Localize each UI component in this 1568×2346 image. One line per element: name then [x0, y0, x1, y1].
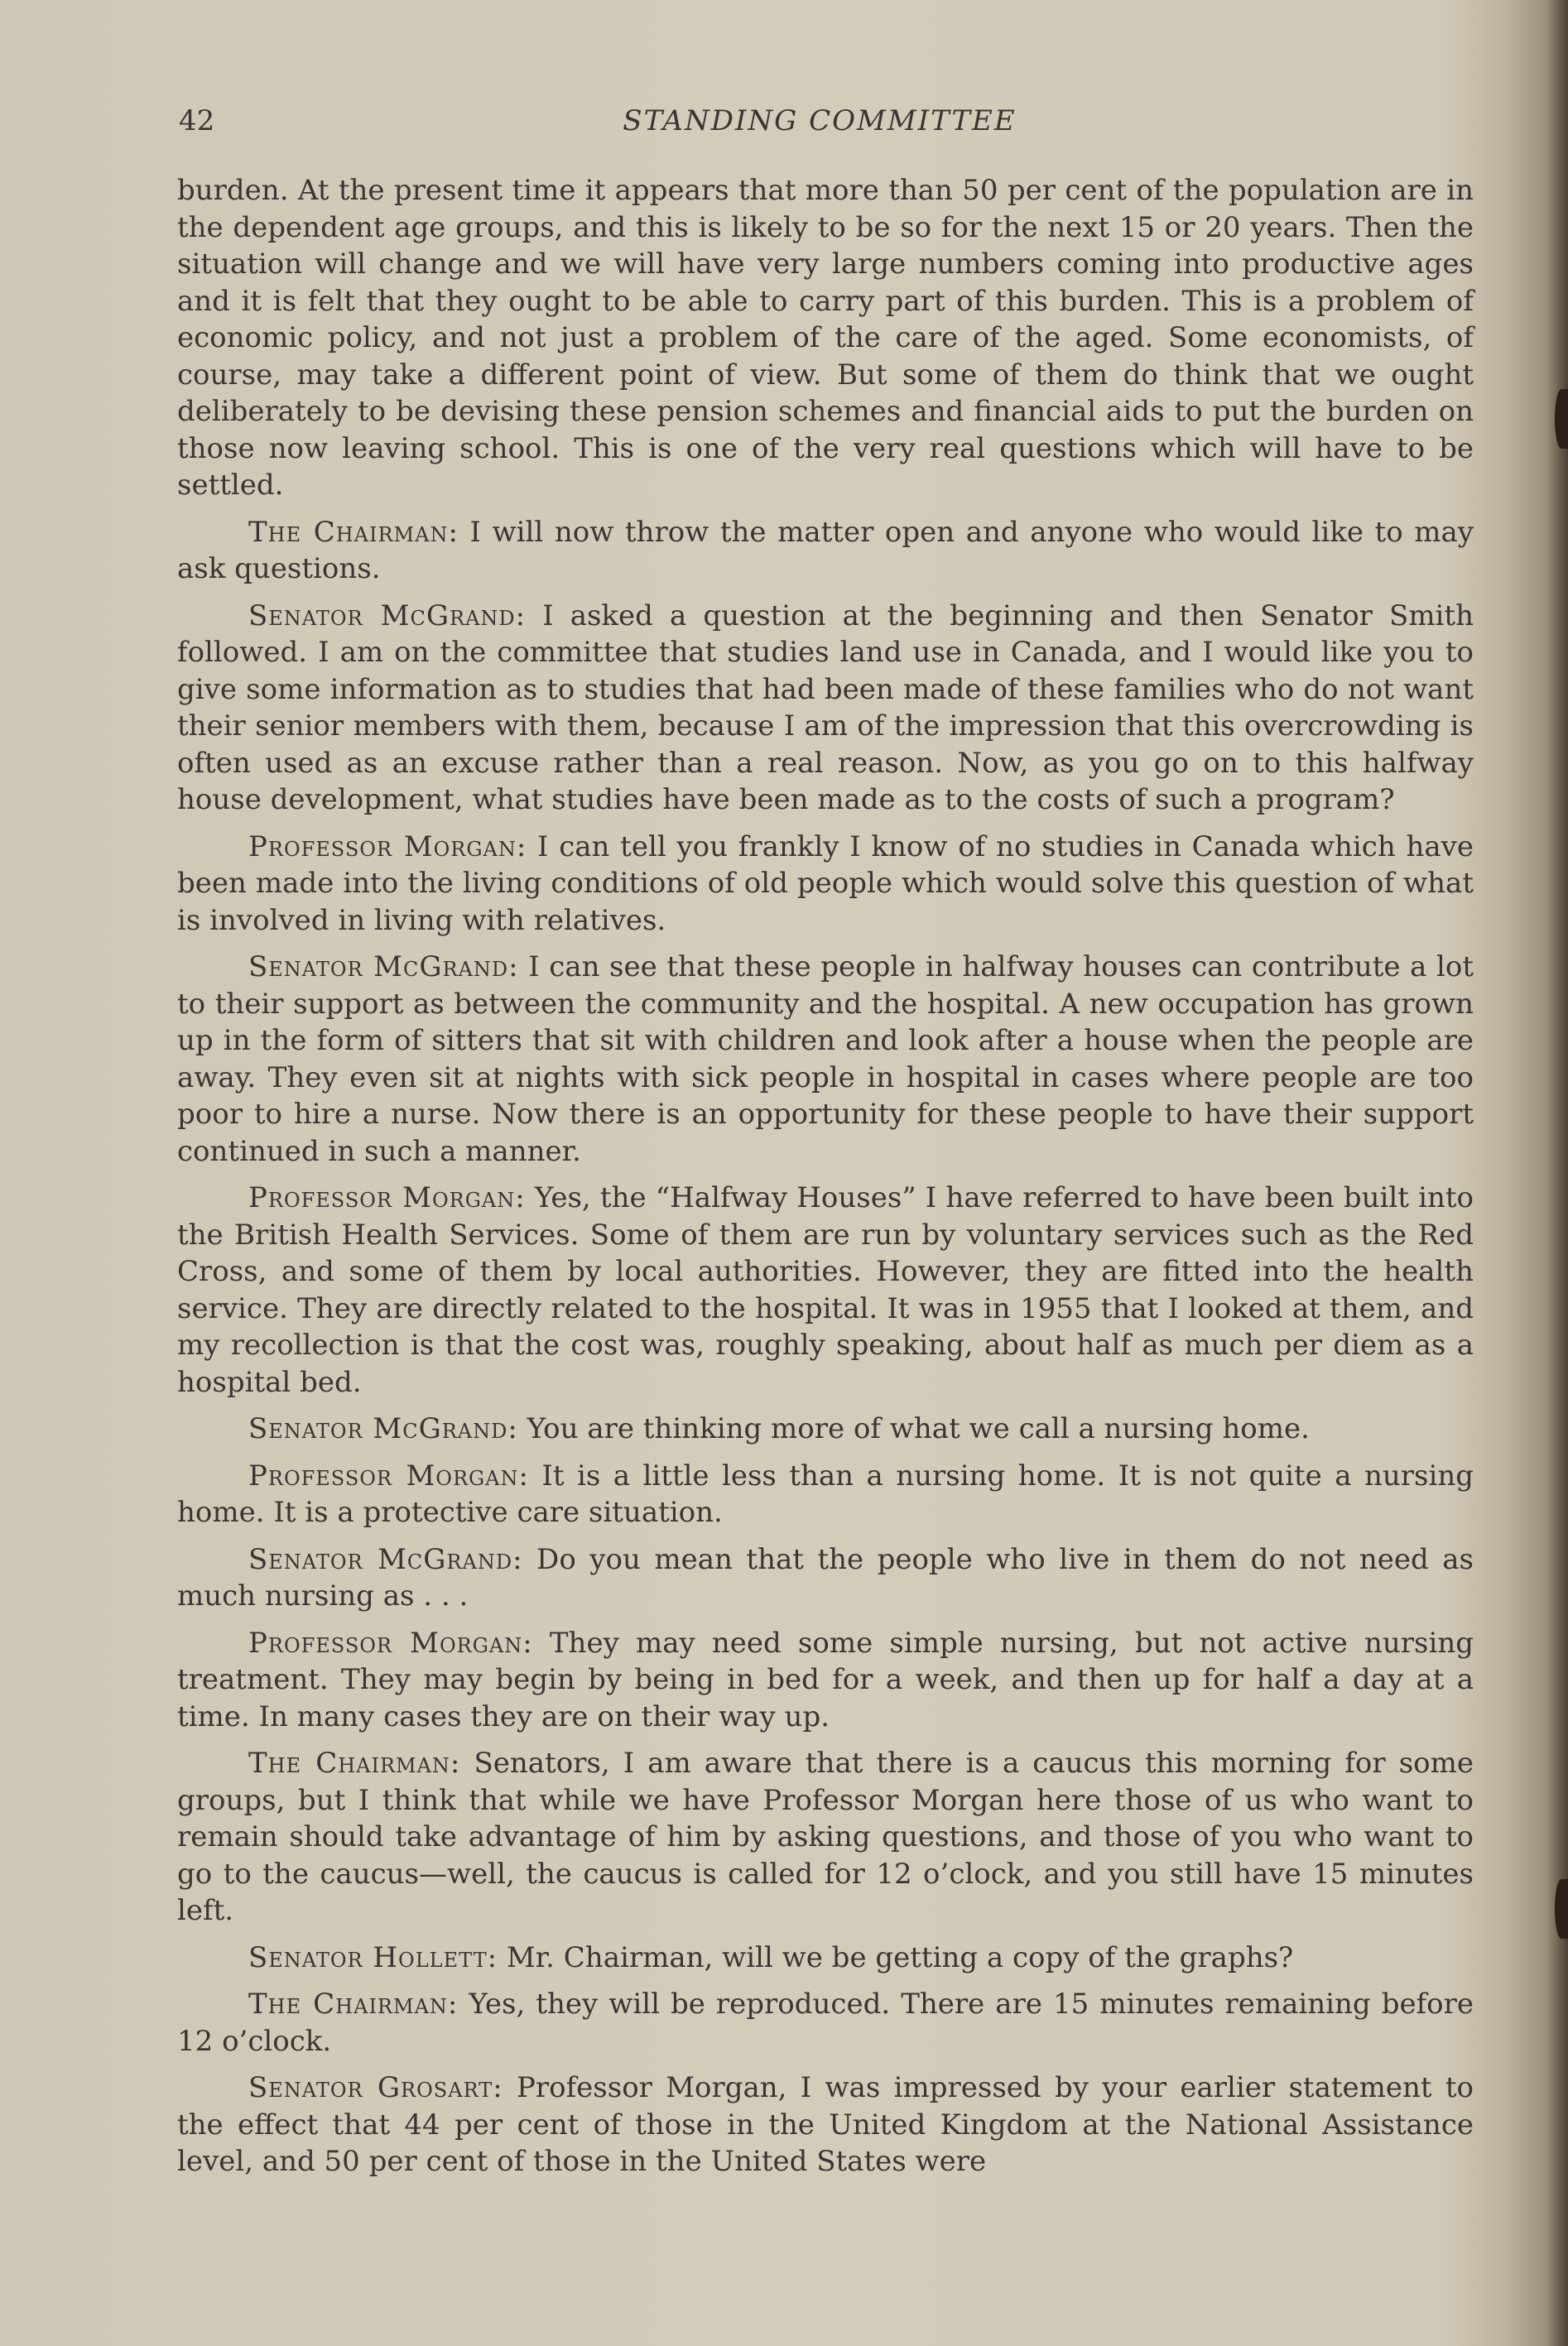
- binding-hole: [1555, 389, 1568, 449]
- speaker: Senator McGrand:: [248, 599, 527, 632]
- paragraph-text: I will now throw the matter open and anyone who would like to may ask questions.: [177, 515, 1474, 585]
- paragraph: [177, 1541, 1474, 1615]
- page-header: [179, 104, 1460, 149]
- speaker: Senator McGrand:: [248, 950, 519, 983]
- speaker: Professor Morgan:: [248, 1626, 533, 1660]
- paragraph-text: I can tell you frankly I know of no studies in Canada which have been made into the living conditions of old people which would solve this question of what is involved in living with relatives.: [177, 829, 1474, 937]
- paragraph-text: Yes, they will be reproduced. There are 15 minutes remaining before 12 o’clock.: [177, 1988, 1474, 2058]
- paragraph-text: Senators, I am aware that there is a caucus this morning for some groups, but I think that while we have Professor Morgan here those of us who want to remain should take advantage of him by asking questions, and those of you who want to go to the caucus—well, the caucus is called for 12 o’clock, and you still have 15 minutes left.: [177, 1747, 1474, 1927]
- paragraph-text: Professor Morgan, I was impressed by your earlier statement to the effect that 44 per cent of those in the United Kingdom at the National Assistance level, and 50 per cent of those in the United States were: [177, 2071, 1474, 2178]
- speaker: Professor Morgan:: [248, 1181, 526, 1214]
- paragraph: [177, 1458, 1474, 1531]
- paragraph: [177, 598, 1474, 819]
- paragraph-text: You are thinking more of what we call a nursing home.: [517, 1412, 1310, 1445]
- paragraph: [177, 1940, 1474, 1977]
- binding-hole: [1555, 1879, 1568, 1939]
- paragraph: [177, 1411, 1474, 1448]
- running-head: STANDING COMMITTEE: [623, 104, 1017, 137]
- body-text: [177, 172, 1474, 2190]
- speaker: Senator Grosart:: [248, 2071, 503, 2104]
- paragraph: [177, 172, 1474, 504]
- paragraph: [177, 1180, 1474, 1401]
- paragraph-text: Mr. Chairman, will we be getting a copy of the graphs?: [498, 1940, 1294, 1974]
- speaker: The Chairman:: [248, 1988, 459, 2021]
- paragraph: [177, 1986, 1474, 2060]
- paragraph: [177, 514, 1474, 588]
- page-number: 42: [179, 104, 215, 137]
- paragraph-text: They may need some simple nursing, but not active nursing treatment. They may begin by being in bed for a week, and then up for half a day at a time. In many cases they are on their way up.: [177, 1626, 1474, 1733]
- speaker: Professor Morgan:: [248, 829, 527, 863]
- paragraph: [177, 2070, 1474, 2180]
- speaker: Senator McGrand:: [248, 1412, 518, 1445]
- paragraph-text: burden. At the present time it appears that more than 50 per cent of the population are in the dependent age groups, and this is likely to be so for the next 15 or 20 years. Then the situation will change and we will have very large numbers coming into productive ages and it is felt that they ought to be able to carry part of this burden. This is a problem of economic policy, and not just a problem of the care of the aged. Some economists, of course, may take a different point of view. But some of them do think that we ought deliberately to be devising these pension schemes and financial aids to put the burden on those now leaving school. This is one of the very real questions which will have to be settled.: [177, 174, 1474, 502]
- speaker: The Chairman:: [248, 1747, 461, 1780]
- page-gutter-edge: [1545, 0, 1568, 2346]
- paragraph-text: I can see that these people in halfway houses can contribute a lot to their support as between the community and the hospital. A new occupation has grown up in the form of sitters that sit with children and look after a house when the people are away. They even sit at nights with sick people in hospital in cases where people are too poor to hire a nurse. Now there is an opportunity for these people to have their support continued in such a manner.: [177, 950, 1474, 1168]
- paragraph-text: I asked a question at the beginning and then Senator Smith followed. I am on the committee that studies land use in Canada, and I would like you to give some information as to studies that had been made of these families who do not want their senior members with them, because I am of the impression that this overcrowding is often used as an excuse rather than a real reason. Now, as you go on to this halfway house development, what studies have been made as to the costs of such a program?: [177, 599, 1474, 816]
- paragraph-text: Do you mean that the people who live in them do not need as much nursing as . . .: [177, 1542, 1474, 1613]
- speaker: The Chairman:: [248, 515, 459, 549]
- paragraph: [177, 1745, 1474, 1930]
- paragraph-text: Yes, the “Halfway Houses” I have referred to have been built into the British Health Services. Some of them are run by voluntary services such as the Red Cross, and some of them by local authorities. However, they are fitted into the health service. They are directly related to the hospital. It was in 1955 that I looked at them, and my recollection is that the cost was, roughly speaking, about half as much per diem as a hospital bed.: [177, 1181, 1474, 1399]
- paragraph: [177, 829, 1474, 940]
- speaker: Professor Morgan:: [248, 1459, 529, 1493]
- speaker: Senator McGrand:: [248, 1542, 523, 1576]
- paragraph: [177, 949, 1474, 1170]
- paragraph-text: It is a little less than a nursing home. It is not quite a nursing home. It is a protective care situation.: [177, 1459, 1474, 1529]
- speaker: Senator Hollett:: [248, 1940, 498, 1974]
- paragraph: [177, 1625, 1474, 1736]
